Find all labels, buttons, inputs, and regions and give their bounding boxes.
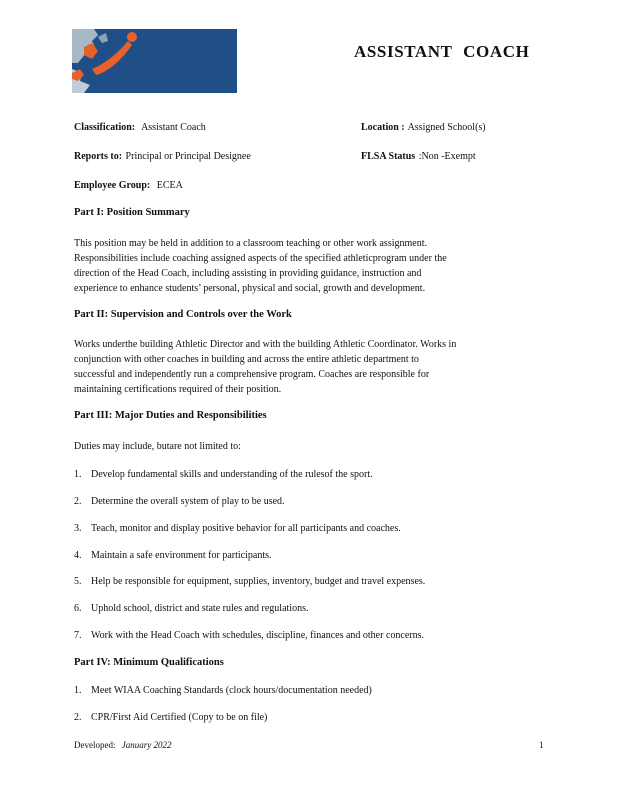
part1-line: direction of the Head Coach, including assisting in providing guidance, instruction and xyxy=(74,268,422,279)
list-text: Uphold school, district and state rules and regulations. xyxy=(91,603,309,614)
list-text: CPR/First Aid Certified (Copy to be on file) xyxy=(91,712,268,723)
list-number: 2. xyxy=(74,712,82,723)
list-item xyxy=(74,550,272,561)
list-text: Teach, monitor and display positive behavior for all participants and coaches. xyxy=(91,523,401,534)
district-logo xyxy=(72,29,237,93)
part1-paragraph xyxy=(74,236,544,296)
list-text: Maintain a safe environment for participants. xyxy=(91,550,272,561)
part1-line: experience to enhance students’ personal, physical and social, growth and development. xyxy=(74,283,426,294)
list-text: Work with the Head Coach with schedules, discipline, finances and other concerns. xyxy=(91,630,424,641)
list-item xyxy=(74,469,373,480)
list-number: 6. xyxy=(74,603,82,614)
reports-row xyxy=(74,149,251,164)
footer-developed xyxy=(74,740,171,750)
location-value: Assigned School(s) xyxy=(407,122,486,133)
reports-label: Reports to: xyxy=(74,151,123,162)
part3-intro: Duties may include, butare not limited to: xyxy=(74,441,241,452)
flsa-row xyxy=(361,149,476,164)
employee-group-label: Employee Group: xyxy=(74,180,151,191)
part2-line: conjunction with other coaches in building and across the entire athletic department to xyxy=(74,354,419,365)
part3-heading: Part III: Major Duties and Responsibilities xyxy=(74,410,267,421)
employee-group-value: ECEA xyxy=(156,180,183,191)
list-number: 1. xyxy=(74,685,82,696)
location-label: Location : xyxy=(361,122,405,133)
list-number: 4. xyxy=(74,550,82,561)
list-text: Meet WIAA Coaching Standards (clock hours/documentation needed) xyxy=(91,685,372,696)
list-item xyxy=(74,576,425,587)
location-row xyxy=(361,120,486,135)
list-text: Develop fundamental skills and understanding of the rulesof the sport. xyxy=(91,469,373,480)
part4-heading: Part IV: Minimum Qualifications xyxy=(74,657,224,668)
part2-line: maintaining certifications required of their position. xyxy=(74,384,282,395)
part1-line: This position may be held in addition to a classroom teaching or other work assignment. xyxy=(74,238,427,249)
classification-value: Assistant Coach xyxy=(141,122,206,133)
classification-label: Classification: xyxy=(74,122,136,133)
developed-date: January 2022 xyxy=(121,740,172,750)
list-item xyxy=(74,685,372,696)
list-number: 1. xyxy=(74,469,82,480)
page-title: ASSISTANT COACH xyxy=(354,42,530,61)
employee-group-row xyxy=(74,178,183,193)
page-number: 1 xyxy=(539,740,544,750)
part2-line: Works underthe building Athletic Director and with the building Athletic Coordinator. Works in xyxy=(74,339,457,350)
list-item xyxy=(74,523,401,534)
list-item xyxy=(74,712,267,723)
list-item xyxy=(74,496,285,507)
list-number: 2. xyxy=(74,496,82,507)
flsa-value: :Non -Exempt xyxy=(418,151,476,162)
list-text: Determine the overall system of play to be used. xyxy=(91,496,285,507)
developed-label: Developed: xyxy=(74,740,116,750)
part2-heading: Part II: Supervision and Controls over the Work xyxy=(74,309,292,320)
classification-row xyxy=(74,120,206,135)
list-text: Help be responsible for equipment, supplies, inventory, budget and travel expenses. xyxy=(91,576,426,587)
list-item xyxy=(74,630,424,641)
list-number: 3. xyxy=(74,523,82,534)
part1-heading: Part I: Position Summary xyxy=(74,207,190,218)
part2-line: successful and independently run a comprehensive program. Coaches are responsible for xyxy=(74,369,430,380)
part1-line: Responsibilities include coaching assigned aspects of the specified athleticprogram under the xyxy=(74,253,447,264)
logo-graphic xyxy=(72,29,237,93)
list-item xyxy=(74,603,308,614)
list-number: 5. xyxy=(74,576,82,587)
list-number: 7. xyxy=(74,630,82,641)
reports-value: Principal or Principal Designee xyxy=(125,151,251,162)
part2-paragraph xyxy=(74,337,544,397)
flsa-label: FLSA Status xyxy=(361,151,416,162)
